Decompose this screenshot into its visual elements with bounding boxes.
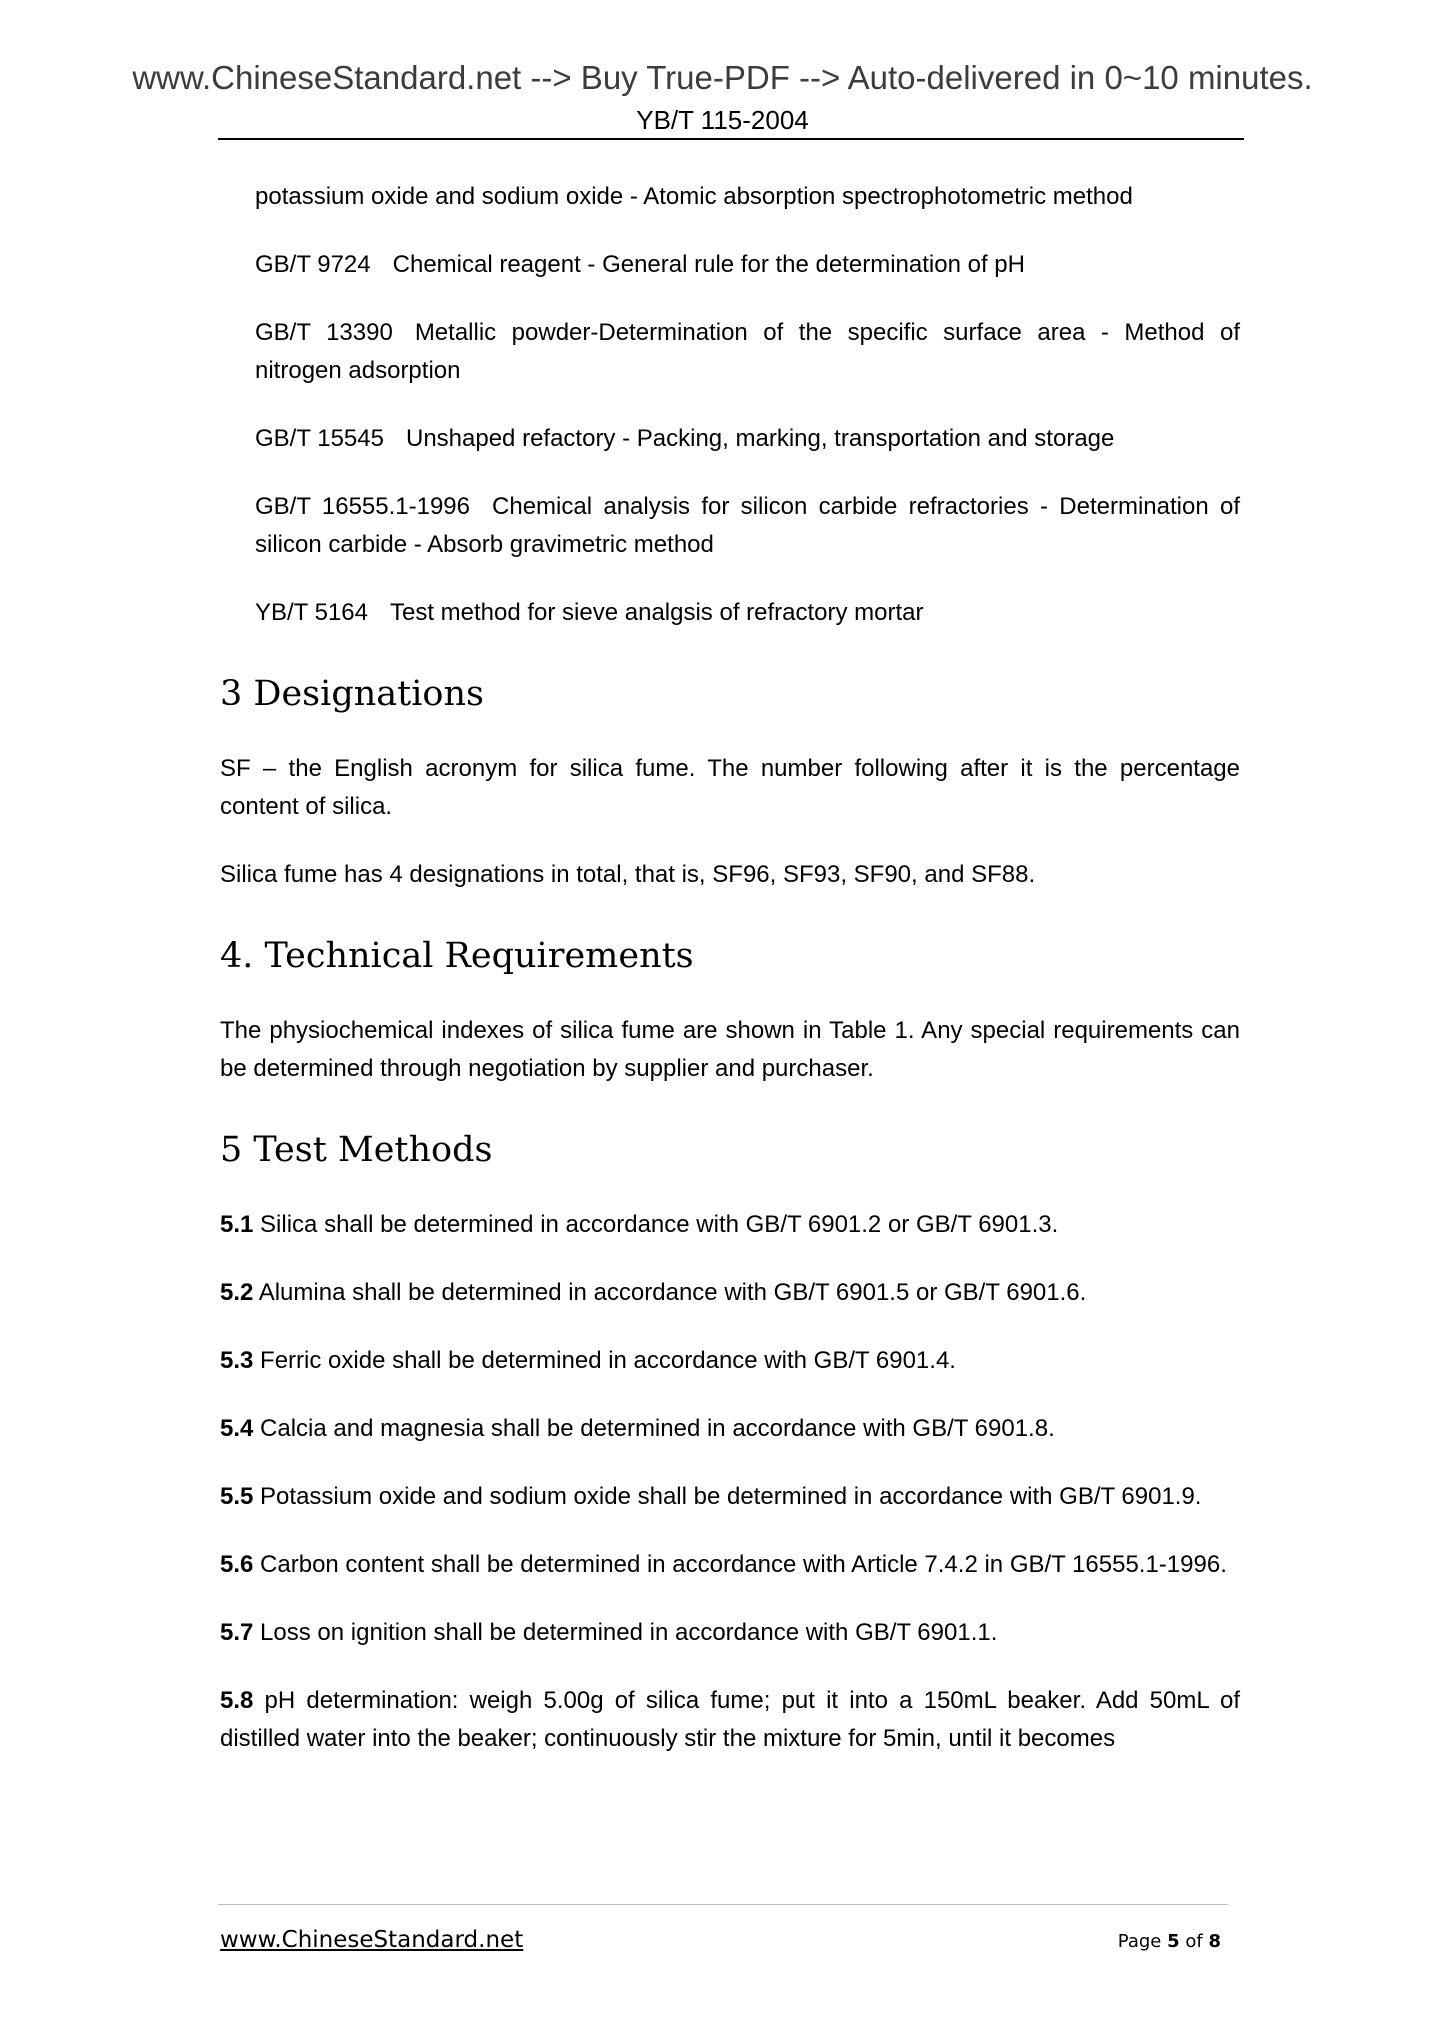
reference-code: YB/T 5164 (255, 599, 368, 626)
clause (220, 1614, 1240, 1652)
page-current: 5 (1167, 1931, 1180, 1952)
footer-site-link[interactable]: www.ChineseStandard.net (220, 1927, 524, 1953)
clause-number: 5.8 (220, 1687, 254, 1714)
clause-number: 5.3 (220, 1347, 254, 1374)
section-heading-test-methods: 5 Test Methods (220, 1130, 493, 1170)
section-heading-designations: 3 Designations (220, 674, 484, 714)
page-label: Page (1117, 1931, 1162, 1952)
reference-title: Chemical reagent - General rule for the determination of pH (392, 251, 1025, 278)
reference-continuation: potassium oxide and sodium oxide - Atomic absorption spectrophotometric method (255, 183, 1133, 210)
reference-item (255, 488, 1240, 564)
page-of: of (1185, 1931, 1203, 1952)
clause-number: 5.1 (220, 1211, 254, 1238)
section-heading-technical-requirements: 4. Technical Requirements (220, 936, 694, 976)
clause-text: pH determination: weigh 5.00g of silica fume; put it into a 150mL beaker. Add 50mL of distilled water into the beaker; continuously stir the mixture for 5min, until it becomes (220, 1687, 1240, 1752)
reference-item (255, 246, 1240, 284)
clause (220, 1206, 1240, 1244)
clause-number: 5.5 (220, 1483, 254, 1510)
clause (220, 1274, 1240, 1312)
clause-text: Silica shall be determined in accordance with GB/T 6901.2 or GB/T 6901.3. (260, 1211, 1059, 1238)
clause-text: Calcia and magnesia shall be determined in accordance with GB/T 6901.8. (260, 1415, 1055, 1442)
designations-paragraph-2: Silica fume has 4 designations in total, that is, SF96, SF93, SF90, and SF88. (220, 861, 1036, 888)
designations-paragraph-1: SF – the English acronym for silica fume. The number following after it is the percentage content of silica. (220, 755, 1240, 820)
clause-text: Loss on ignition shall be determined in accordance with GB/T 6901.1. (260, 1619, 998, 1646)
reference-item (255, 420, 1240, 458)
header-banner[interactable]: www.ChineseStandard.net --> Buy True-PDF --> Auto-delivered in 0~10 minutes. (132, 59, 1313, 96)
document-code: YB/T 115-2004 (636, 105, 809, 135)
page-content (220, 178, 1240, 1788)
clause-text: Ferric oxide shall be determined in accordance with GB/T 6901.4. (260, 1347, 956, 1374)
header-divider (218, 138, 1244, 140)
reference-title: Chemical analysis for silicon carbide refractories - Determination of silicon carbide - Absorb gravimetric method (255, 493, 1240, 558)
reference-item (255, 594, 1240, 632)
reference-code: GB/T 9724 (255, 251, 371, 278)
technical-requirements-paragraph: The physiochemical indexes of silica fume are shown in Table 1. Any special requirements can be determined through negotiation by supplier and purchaser. (220, 1017, 1240, 1082)
reference-code: GB/T 13390 (255, 319, 393, 346)
footer-divider (218, 1904, 1228, 1905)
reference-title: Unshaped refactory - Packing, marking, transportation and storage (405, 425, 1115, 452)
clause (220, 1478, 1240, 1516)
reference-code: GB/T 16555.1-1996 (255, 493, 471, 520)
clause-number: 5.6 (220, 1551, 254, 1578)
reference-title: Test method for sieve analgsis of refractory mortar (389, 599, 924, 626)
page-number (1118, 1930, 1221, 1954)
clause (220, 1410, 1240, 1448)
clause-text: Potassium oxide and sodium oxide shall be determined in accordance with GB/T 6901.9. (260, 1483, 1202, 1510)
clause (220, 1682, 1240, 1758)
clause-number: 5.4 (220, 1415, 254, 1442)
reference-code: GB/T 15545 (255, 425, 384, 452)
clause-number: 5.2 (220, 1279, 254, 1306)
clause (220, 1546, 1240, 1584)
reference-title: Metallic powder-Determination of the specific surface area - Method of nitrogen adsorption (255, 319, 1240, 384)
clause (220, 1342, 1240, 1380)
reference-item (255, 314, 1240, 390)
clause-text: Carbon content shall be determined in accordance with Article 7.4.2 in GB/T 16555.1-1996. (260, 1551, 1227, 1578)
clause-text: Alumina shall be determined in accordance with GB/T 6901.5 or GB/T 6901.6. (258, 1279, 1087, 1306)
clause-number: 5.7 (220, 1619, 254, 1646)
page-total: 8 (1208, 1931, 1221, 1952)
